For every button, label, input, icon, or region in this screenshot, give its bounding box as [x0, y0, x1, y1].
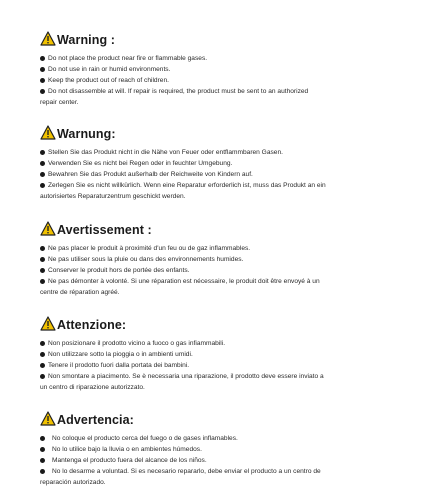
warning-section-es	[40, 408, 362, 488]
section-title: Avertissement :	[57, 223, 152, 237]
section-title: Advertencia:	[57, 413, 134, 427]
bullet-icon	[40, 89, 45, 94]
bullet-icon	[40, 246, 45, 251]
list-item: Non utilizzare sotto la pioggia o in ambienti umidi.	[40, 349, 362, 360]
bullet-icon	[40, 363, 45, 368]
bullet-icon	[40, 436, 45, 441]
bullet-icon	[40, 183, 45, 188]
list-item: No lo utilice bajo la lluvia o en ambientes húmedos.	[40, 444, 362, 455]
bullet-icon	[40, 257, 45, 262]
list-item: Do not use in rain or humid environments.	[40, 64, 362, 75]
warning-triangle-icon	[40, 316, 56, 331]
list-item: Conserver le produit hors de portée des enfants.	[40, 265, 362, 276]
bullet-icon	[40, 56, 45, 61]
list-item: Non smontare a piacimento. Se è necessaria una riparazione, il prodotto deve essere inviato a un centro di riparazione autorizzato.	[40, 373, 324, 391]
section-heading	[40, 122, 362, 142]
bullet-icon	[40, 67, 45, 72]
section-title: Warnung:	[57, 127, 116, 141]
list-item: No coloque el producto cerca del fuego o de gases inflamables.	[40, 433, 362, 444]
list-item: Bewahren Sie das Produkt außerhalb der Reichweite von Kindern auf.	[40, 169, 362, 180]
list-item: Mantenga el producto fuera del alcance de los niños.	[40, 455, 362, 466]
warning-list	[40, 147, 362, 202]
warning-list	[40, 338, 362, 393]
list-item: Zerlegen Sie es nicht willkürlich. Wenn eine Reparatur erforderlich ist, muss das Produkt an ein autorisiertes Reparaturzentrum geschickt werden.	[40, 182, 326, 200]
section-heading	[40, 313, 362, 333]
warning-triangle-icon	[40, 125, 56, 140]
warning-triangle-icon	[40, 221, 56, 236]
list-item: Ne pas démonter à volonté. Si une réparation est nécessaire, le produit doit être envoyé à un centre de réparation agréé.	[40, 278, 320, 296]
bullet-icon	[40, 352, 45, 357]
warning-section-en	[40, 28, 362, 108]
bullet-icon	[40, 374, 45, 379]
section-title: Attenzione:	[57, 318, 127, 332]
section-heading	[40, 28, 362, 48]
list-item: Ne pas placer le produit à proximité d'un feu ou de gaz inflammables.	[40, 243, 362, 254]
list-item: No lo desarme a voluntad. Si es necesario repararlo, debe enviar el producto a un centro de reparación autorizado.	[40, 468, 321, 486]
warning-list	[40, 433, 362, 488]
bullet-icon	[40, 458, 45, 463]
list-item: Ne pas utiliser sous la pluie ou dans des environnements humides.	[40, 254, 362, 265]
warning-section-fr	[40, 218, 362, 298]
warning-triangle-icon	[40, 31, 56, 46]
list-item: Do not place the product near fire or flammable gases.	[40, 53, 362, 64]
warning-section-it	[40, 313, 362, 393]
section-heading	[40, 218, 362, 238]
bullet-icon	[40, 268, 45, 273]
list-item: Stellen Sie das Produkt nicht in die Nähe von Feuer oder entflammbaren Gasen.	[40, 147, 362, 158]
list-item: Keep the product out of reach of children.	[40, 75, 362, 86]
bullet-icon	[40, 279, 45, 284]
bullet-icon	[40, 341, 45, 346]
bullet-icon	[40, 150, 45, 155]
warning-list	[40, 243, 362, 298]
bullet-icon	[40, 172, 45, 177]
warning-list	[40, 53, 362, 108]
section-title: Warning :	[57, 33, 116, 47]
bullet-icon	[40, 78, 45, 83]
bullet-icon	[40, 161, 45, 166]
list-item: Tenere il prodotto fuori dalla portata dei bambini.	[40, 360, 362, 371]
warning-section-de	[40, 122, 362, 202]
warning-triangle-icon	[40, 411, 56, 426]
section-heading	[40, 408, 362, 428]
list-item: Verwenden Sie es nicht bei Regen oder in feuchter Umgebung.	[40, 158, 362, 169]
bullet-icon	[40, 447, 45, 452]
bullet-icon	[40, 469, 45, 474]
list-item: Non posizionare il prodotto vicino a fuoco o gas infiammabili.	[40, 338, 362, 349]
list-item: Do not disassemble at will. If repair is required, the product must be sent to an authorized repair center.	[40, 88, 309, 106]
